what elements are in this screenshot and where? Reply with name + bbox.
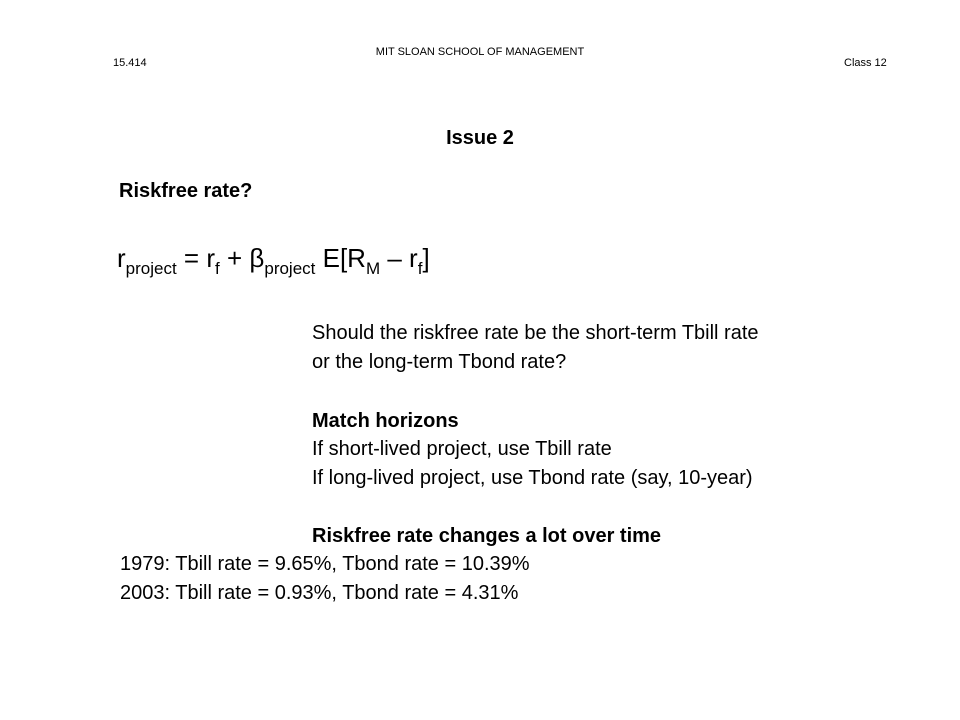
body-line-2: or the long-term Tbond rate? — [312, 351, 567, 373]
body-line-1: Should the riskfree rate be the short-term Tbill rate — [312, 322, 759, 344]
class-number: Class 12 — [844, 57, 887, 69]
formula-sub-m: M — [365, 259, 381, 278]
formula-equals: = — [176, 243, 207, 273]
formula-r: r — [117, 243, 126, 273]
formula-beta: β — [249, 243, 265, 273]
rate-line-1979: 1979: Tbill rate = 9.65%, Tbond rate = 10.39% — [120, 553, 530, 575]
capm-formula — [117, 242, 430, 278]
heading-match-horizons: Match horizons — [312, 410, 459, 432]
formula-sub-project: project — [125, 259, 177, 278]
formula-sub-f: f — [215, 259, 220, 278]
formula-rf: r — [206, 243, 216, 273]
formula-plus: + — [219, 243, 250, 273]
formula-expectation: E[R — [315, 243, 366, 273]
body-line-long: If long-lived project, use Tbond rate (say, 10-year) — [312, 467, 753, 489]
body-line-short: If short-lived project, use Tbill rate — [312, 438, 612, 460]
slide-question: Riskfree rate? — [119, 180, 253, 202]
formula-sub-f2: f — [417, 259, 423, 278]
course-number: 15.414 — [113, 57, 147, 69]
heading-rate-changes: Riskfree rate changes a lot over time — [312, 525, 662, 547]
formula-sub-beta-project: project — [264, 259, 316, 278]
school-name: MIT SLOAN SCHOOL OF MANAGEMENT — [375, 46, 585, 58]
formula-minus: – r — [380, 243, 418, 273]
rate-line-2003: 2003: Tbill rate = 0.93%, Tbond rate = 4.31% — [120, 582, 519, 604]
formula-close: ] — [422, 243, 430, 273]
slide-title: Issue 2 — [446, 127, 514, 149]
